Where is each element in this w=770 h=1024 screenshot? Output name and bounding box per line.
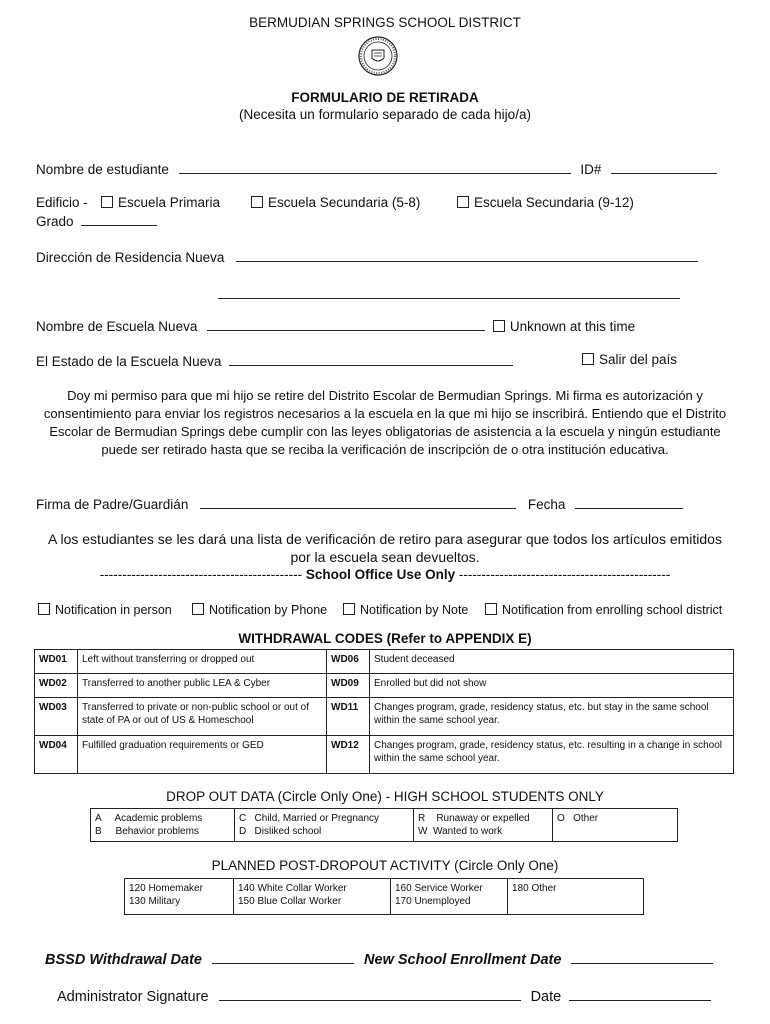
id-field[interactable]	[611, 160, 717, 174]
admin-date-field[interactable]	[569, 987, 711, 1001]
activity-cell[interactable]: 140 White Collar Worker 150 Blue Collar Worker	[234, 879, 391, 915]
building-option-elementary[interactable]: Escuela Primaria	[101, 195, 220, 210]
activity-cell[interactable]: 180 Other	[508, 879, 644, 915]
table-row	[125, 879, 644, 915]
checklist-notice: A los estudiantes se les dará una lista de verificación de retiro para asegurar que todos los artículos emitidos por la escuela sean devueltos.	[48, 531, 722, 565]
parent-signature-row	[36, 495, 683, 512]
checkbox-icon[interactable]	[485, 603, 497, 615]
table-row: WD04 Fulfilled graduation requirements or GED WD12 Changes program, grade, residency status, etc. resulting in a change in school within the same school year.	[35, 736, 734, 774]
building-option-middle[interactable]: Escuela Secundaria (5-8)	[251, 195, 420, 210]
new-address-field[interactable]	[236, 248, 698, 262]
withdrawal-codes-table	[34, 649, 734, 774]
parent-signature-field[interactable]	[200, 495, 516, 509]
building-option-high[interactable]: Escuela Secundaria (9-12)	[457, 195, 634, 210]
leave-country-option[interactable]: Salir del país	[582, 352, 677, 367]
unknown-option[interactable]: Unknown at this time	[493, 319, 635, 334]
dropout-cell[interactable]: R Runaway or expelled W Wanted to work	[414, 809, 553, 842]
checkbox-icon[interactable]	[493, 320, 505, 332]
student-name-row	[36, 160, 717, 177]
district-seal-logo	[353, 36, 403, 76]
grade-field[interactable]	[81, 212, 157, 226]
checkbox-icon[interactable]	[582, 353, 594, 365]
activity-cell[interactable]: 160 Service Worker 170 Unemployed	[391, 879, 508, 915]
checkbox-icon[interactable]	[101, 196, 113, 208]
new-school-enrollment-date-label: New School Enrollment Date	[364, 952, 562, 968]
new-address-field-line2[interactable]	[218, 285, 680, 299]
dropout-title: DROP OUT DATA (Circle Only One) - HIGH SCHOOL STUDENTS ONLY	[166, 789, 604, 804]
post-dropout-table	[124, 878, 644, 915]
id-label: ID#	[580, 162, 602, 177]
new-school-state-label: El Estado de la Escuela Nueva	[36, 354, 222, 369]
admin-signature-label: Administrator Signature	[57, 989, 209, 1005]
grade-row	[36, 212, 157, 229]
notification-by-phone[interactable]: Notification by Phone	[192, 603, 327, 617]
district-name: BERMUDIAN SPRINGS SCHOOL DISTRICT	[249, 15, 521, 30]
checkbox-icon[interactable]	[38, 603, 50, 615]
bssd-withdrawal-date-field[interactable]	[212, 950, 354, 964]
date-label: Fecha	[527, 497, 566, 512]
table-row	[91, 809, 678, 842]
grade-label: Grado	[36, 214, 74, 229]
checkbox-icon[interactable]	[192, 603, 204, 615]
notification-in-person[interactable]: Notification in person	[38, 603, 172, 617]
address-row	[36, 248, 698, 265]
student-name-label: Nombre de estudiante	[36, 162, 169, 177]
permission-paragraph: Doy mi permiso para que mi hijo se retire del Distrito Escolar de Bermudian Springs. Mi firma es autorización y consentimiento para enviar los registros necesarios a la escuela en la que mi hijo se inscribirá. Entiendo que el Distrito Escolar de Bermudian Springs debe cumplir con las leyes obligatorias de asistencia a la escuela y ningún estudiante puede ser retirado hasta que se reciba la verificación de inscripción de o otra institución educativa.	[43, 388, 727, 457]
state-row	[36, 352, 513, 369]
new-address-label: Dirección de Residencia Nueva	[36, 250, 225, 265]
admin-date-label: Date	[530, 989, 562, 1005]
bssd-withdrawal-date-label: BSSD Withdrawal Date	[45, 952, 202, 968]
new-school-row	[36, 317, 635, 334]
dropout-table	[90, 808, 678, 842]
date-field[interactable]	[575, 495, 683, 509]
post-dropout-title: PLANNED POST-DROPOUT ACTIVITY (Circle Only One)	[211, 858, 559, 873]
dropout-cell[interactable]: O Other	[553, 809, 678, 842]
withdrawal-codes-title: WITHDRAWAL CODES (Refer to APPENDIX E)	[238, 631, 532, 646]
new-school-state-field[interactable]	[229, 352, 513, 366]
office-use-label: School Office Use Only	[305, 567, 456, 582]
table-row: WD03 Transferred to private or non-public school or out of state of PA or out of US & Homeschool WD11 Changes program, grade, residency status, etc. but stay in the same school within the same school year.	[35, 698, 734, 736]
checkbox-icon[interactable]	[251, 196, 263, 208]
form-subtitle: (Necesita un formulario separado de cada hijo/a)	[239, 107, 531, 122]
table-row: WD02 Transferred to another public LEA & Cyber WD09 Enrolled but did not show	[35, 674, 734, 698]
student-name-field[interactable]	[179, 160, 571, 174]
notification-enrolling-district[interactable]: Notification from enrolling school district	[485, 603, 722, 617]
checkbox-icon[interactable]	[457, 196, 469, 208]
building-label: Edificio -	[36, 195, 88, 210]
activity-cell[interactable]: 120 Homemaker 130 Military	[125, 879, 234, 915]
new-school-label: Nombre de Escuela Nueva	[36, 319, 198, 334]
notification-by-note[interactable]: Notification by Note	[343, 603, 468, 617]
admin-signature-row	[57, 987, 711, 1005]
admin-signature-field[interactable]	[219, 987, 521, 1001]
parent-signature-label: Firma de Padre/Guardián	[36, 497, 189, 512]
table-row: WD01 Left without transferring or dropped out WD06 Student deceased	[35, 650, 734, 674]
form-title: FORMULARIO DE RETIRADA	[291, 90, 479, 105]
dropout-cell[interactable]: A Academic problems B Behavior problems	[91, 809, 235, 842]
checkbox-icon[interactable]	[343, 603, 355, 615]
new-school-field[interactable]	[207, 317, 485, 331]
dropout-cell[interactable]: C Child, Married or Pregnancy D Disliked school	[235, 809, 414, 842]
new-school-enrollment-date-field[interactable]	[571, 950, 713, 964]
withdrawal-date-row	[45, 950, 713, 968]
office-use-divider: --------------------------------------------- School Office Use Only -----------------------------------------------	[99, 567, 671, 582]
